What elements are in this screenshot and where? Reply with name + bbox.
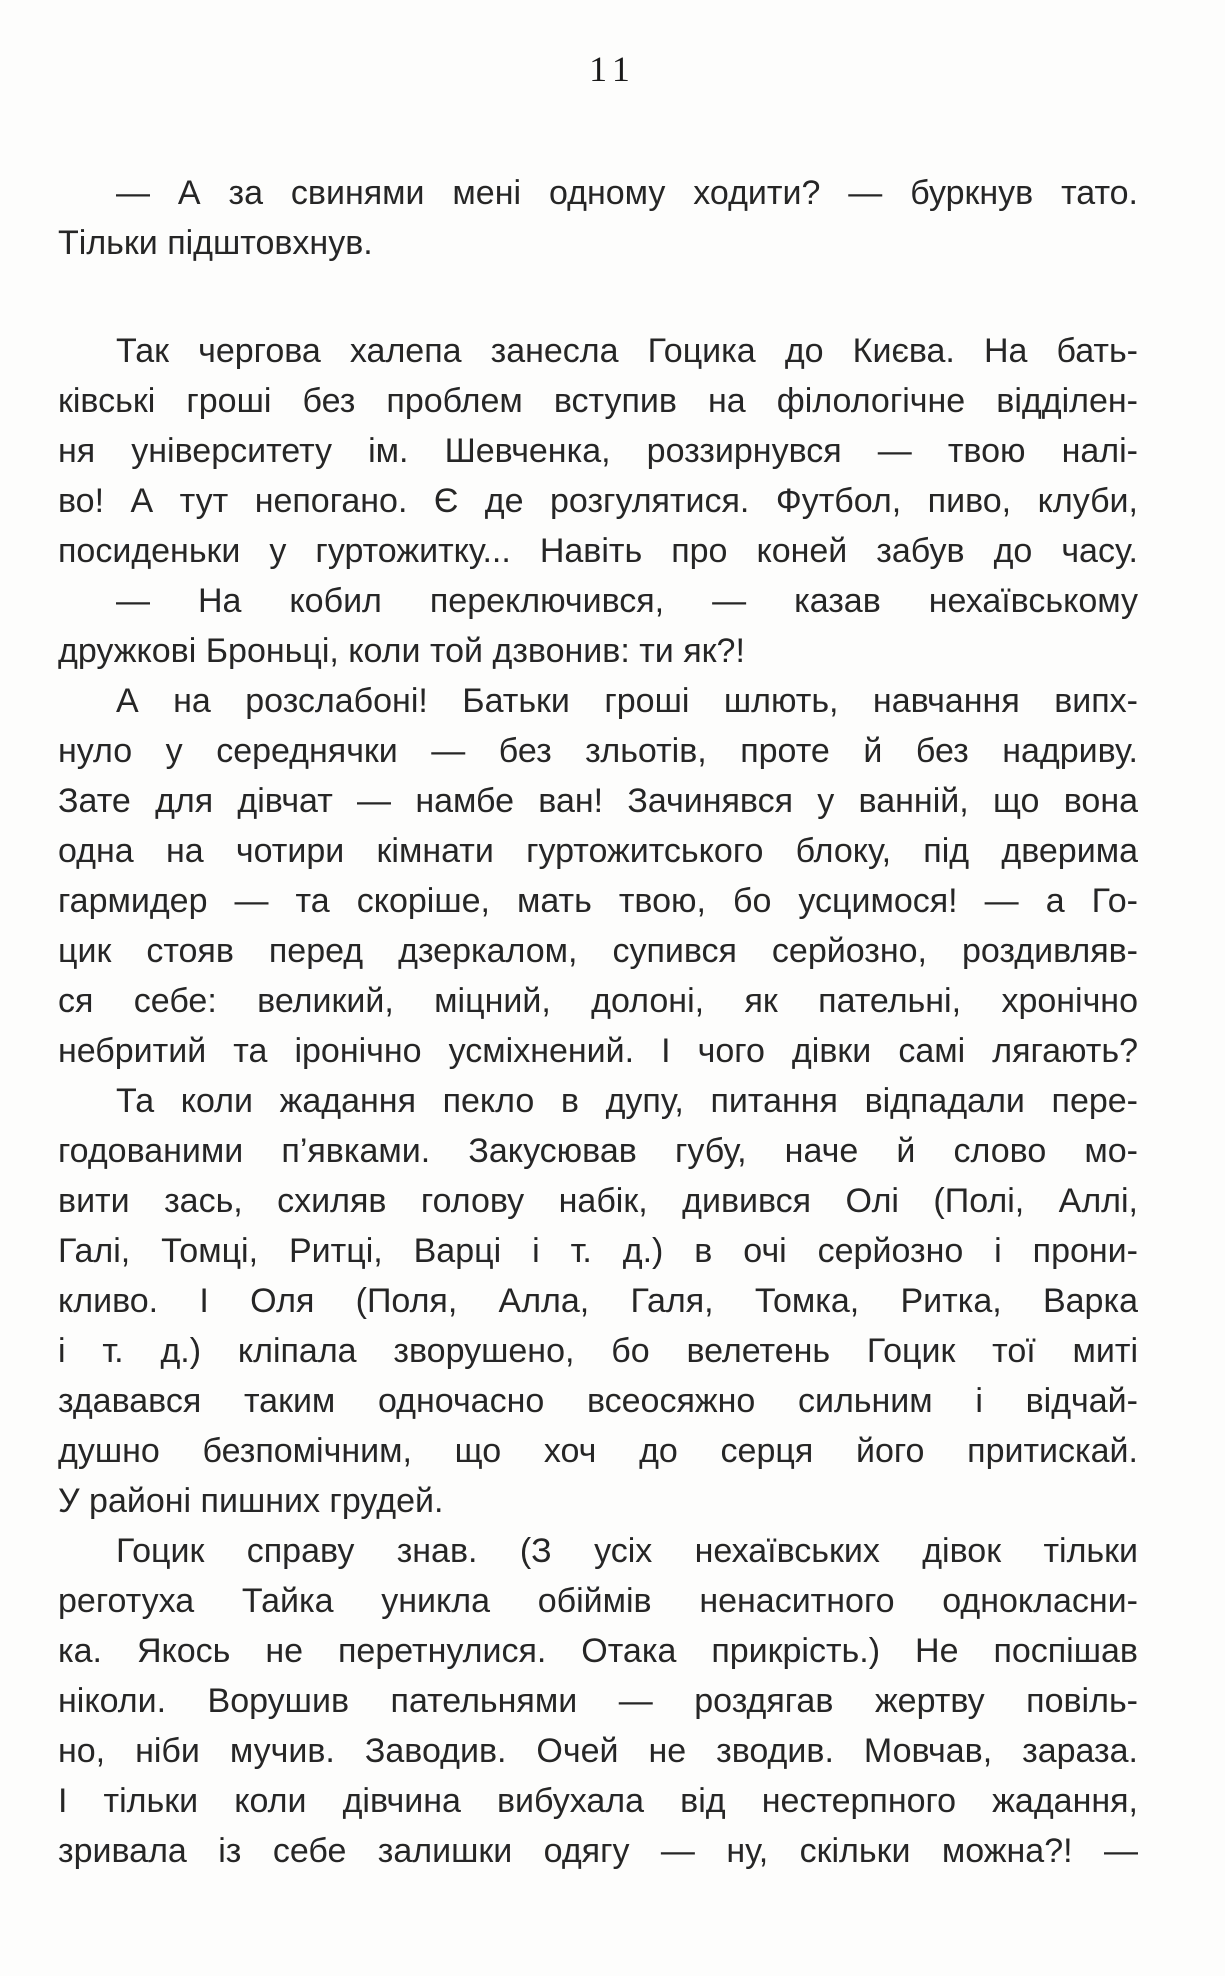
text-line: годованими п’явками. Закусював губу, наче й слово мо-: [58, 1132, 1138, 1170]
text-line: Тільки підштовхнув.: [58, 224, 373, 262]
text-line: — На кобил переключився, — казав нехаївському: [116, 582, 1138, 620]
page-text: [58, 168, 1138, 1876]
text-line: кливо. І Оля (Поля, Алла, Галя, Томка, Ритка, Варка: [58, 1282, 1138, 1320]
text-line: во! А тут непогано. Є де розгулятися. Футбол, пиво, клуби,: [58, 482, 1138, 520]
text-line: Та коли жадання пекло в дупу, питання відпадали пере-: [116, 1082, 1138, 1120]
text-line: — А за свинями мені одному ходити? — буркнув тато.: [116, 174, 1138, 212]
text-line: гармидер — та скоріше, мать твою, бо усцимося! — а Го-: [58, 882, 1138, 920]
text-line: У районі пишних грудей.: [58, 1482, 444, 1520]
text-line: ніколи. Ворушив пательнями — роздягав жертву повіль-: [58, 1682, 1138, 1720]
text-line: зривала із себе залишки одягу — ну, скільки можна?! —: [58, 1832, 1138, 1870]
text-line: посиденьки у гуртожитку... Навіть про коней забув до часу.: [58, 532, 1138, 570]
text-line: душно безпомічним, що хоч до серця його притискай.: [58, 1432, 1138, 1470]
text-line: Гоцик справу знав. (З усіх нехаївських дівок тільки: [116, 1532, 1138, 1570]
text-line: здавався таким одночасно всеосяжно сильним і відчай-: [58, 1382, 1138, 1420]
text-line: нуло у середнячки — без зльотів, проте й без надриву.: [58, 732, 1138, 770]
text-line: А на розслабоні! Батьки гроші шлють, навчання випх-: [116, 682, 1138, 720]
text-line: вити зась, схиляв голову набік, дивився Олі (Полі, Аллі,: [58, 1182, 1138, 1220]
text-line: реготуха Тайка уникла обіймів ненаситного однокласни-: [58, 1582, 1138, 1620]
page-number: 11: [589, 49, 636, 89]
text-line: цик стояв перед дзеркалом, супився серйозно, роздивляв-: [58, 932, 1138, 970]
text-line: ківські гроші без проблем вступив на філологічне відділен-: [58, 382, 1138, 420]
text-line: Галі, Томці, Ритці, Варці і т. д.) в очі серйозно і прони-: [58, 1232, 1138, 1270]
text-line: ся себе: великий, міцний, долоні, як пательні, хронічно: [58, 982, 1138, 1020]
text-line: Зате для дівчат — намбе ван! Зачинявся у ванній, що вона: [58, 782, 1138, 820]
text-line: ка. Якось не перетнулися. Отака прикрість.) Не поспішав: [58, 1632, 1138, 1670]
text-line: Так чергова халепа занесла Гоцика до Києва. На бать-: [116, 332, 1138, 370]
text-line: І тільки коли дівчина вибухала від нестерпного жадання,: [58, 1782, 1138, 1820]
text-line: небритий та іронічно усміхнений. І чого дівки самі лягають?: [58, 1032, 1138, 1070]
text-line: і т. д.) кліпала зворушено, бо велетень Гоцик тої миті: [58, 1332, 1138, 1370]
paragraph-gap: [58, 268, 1138, 326]
text-line: дружкові Броньці, коли той дзвонив: ти як?!: [58, 632, 745, 670]
text-line: но, ніби мучив. Заводив. Очей не зводив. Мовчав, зараза.: [58, 1732, 1138, 1770]
text-line: ня університету ім. Шевченка, роззирнувся — твою налі-: [58, 432, 1138, 470]
text-line: одна на чотири кімнати гуртожитського блоку, під дверима: [58, 832, 1138, 870]
